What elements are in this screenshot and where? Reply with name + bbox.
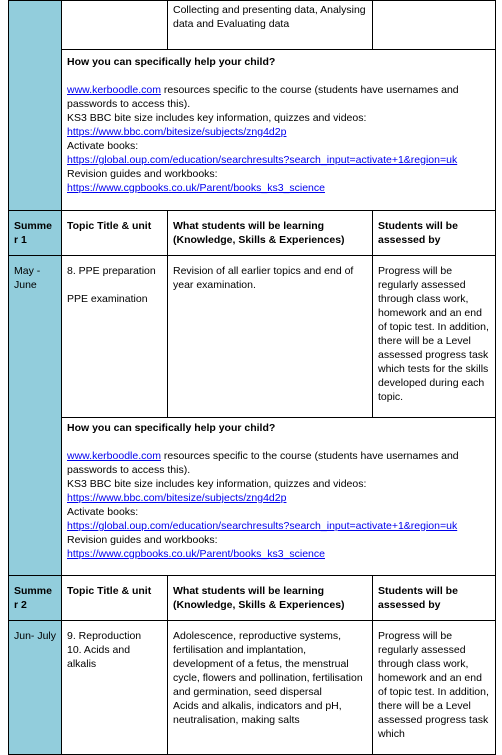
activate-link[interactable]: https://global.oup.com/education/searchresults?search_input=activate+1&region=uk: [67, 520, 458, 532]
topic-cell-top: [62, 1, 168, 50]
revision-label: Revision guides and workbooks:: [67, 534, 218, 546]
bbc-line: KS3 BBC bite size includes key information, quizzes and videos:: [67, 112, 367, 124]
kerboodle-link[interactable]: www.kerboodle.com: [67, 450, 161, 462]
top-row: [9, 1, 496, 50]
header-row: [9, 211, 496, 256]
term-cell-spring: [9, 1, 62, 211]
content-row: [9, 621, 496, 755]
help-row: [9, 418, 496, 576]
header-topic: Topic Title & unit: [62, 211, 168, 256]
kerboodle-text: resources specific to the course (students have usernames and passwords to access this).: [67, 84, 459, 110]
header-assessed: Students will be assessed by: [373, 576, 496, 621]
help-heading: How you can specifically help your child?: [67, 56, 276, 68]
assessed-cell: Progress will be regularly assessed through class work, homework and an end of topic test. In addition, there will be a Level assessed progress task which tests for the skills developed during each topic.: [373, 256, 496, 418]
assessed-cell-top: [373, 1, 496, 50]
help-block: [62, 418, 496, 576]
help-block: [62, 50, 496, 211]
activate-label: Activate books:: [67, 506, 139, 518]
learning-cell: Revision of all earlier topics and end of year examination.: [168, 256, 373, 418]
kerboodle-link[interactable]: www.kerboodle.com: [67, 84, 161, 96]
bbc-link[interactable]: https://www.bbc.com/bitesize/subjects/zng4d2p: [67, 492, 287, 504]
term-label: Summe r 2: [9, 576, 62, 621]
bbc-line: KS3 BBC bite size includes key information, quizzes and videos:: [67, 478, 367, 490]
content-row: [9, 256, 496, 418]
topic-cell: [62, 621, 168, 755]
header-row: [9, 576, 496, 621]
learning-cell-top: [168, 1, 373, 50]
activate-link[interactable]: https://global.oup.com/education/searchresults?search_input=activate+1&region=uk: [67, 154, 458, 166]
revision-link[interactable]: https://www.cgpbooks.co.uk/Parent/books_ks3_science: [67, 548, 325, 560]
topic-cell: [62, 256, 168, 418]
topic-item: PPE examination: [67, 293, 148, 305]
learning-text: Adolescence, reproductive systems, fertilisation and implantation, development of a fetus, the menstrual cycle, flowers and pollination, fertilisation and germination, seed dispersal: [173, 630, 363, 698]
header-assessed: Students will be assessed by: [373, 211, 496, 256]
learning-text: Collecting and presenting data, Analysing data and Evaluating data: [173, 4, 366, 30]
header-learning: What students will be learning (Knowledge, Skills & Experiences): [168, 211, 373, 256]
assessed-cell: Progress will be regularly assessed through class work, homework and an end of topic test. In addition, there will be a Level assessed progress task which: [373, 621, 496, 755]
topic-item: 8. PPE preparation: [67, 265, 156, 277]
topic-item: 9. Reproduction: [67, 630, 142, 642]
dates-cell: May - June: [9, 256, 62, 576]
learning-cell: [168, 621, 373, 755]
help-row: [9, 50, 496, 211]
learning-text: Acids and alkalis, indicators and pH, neutralisation, making salts: [173, 700, 342, 726]
help-heading: How you can specifically help your child?: [67, 422, 276, 434]
activate-label: Activate books:: [67, 140, 139, 152]
revision-link[interactable]: https://www.cgpbooks.co.uk/Parent/books_ks3_science: [67, 182, 325, 194]
curriculum-table: [8, 0, 496, 755]
header-topic: Topic Title & unit: [62, 576, 168, 621]
term-label: Summe r 1: [9, 211, 62, 256]
dates-cell: Jun- July: [9, 621, 62, 755]
header-learning: What students will be learning (Knowledge, Skills & Experiences): [168, 576, 373, 621]
bbc-link[interactable]: https://www.bbc.com/bitesize/subjects/zng4d2p: [67, 126, 287, 138]
revision-label: Revision guides and workbooks:: [67, 168, 218, 180]
kerboodle-text: resources specific to the course (students have usernames and passwords to access this).: [67, 450, 459, 476]
topic-item: 10. Acids and alkalis: [67, 644, 131, 670]
